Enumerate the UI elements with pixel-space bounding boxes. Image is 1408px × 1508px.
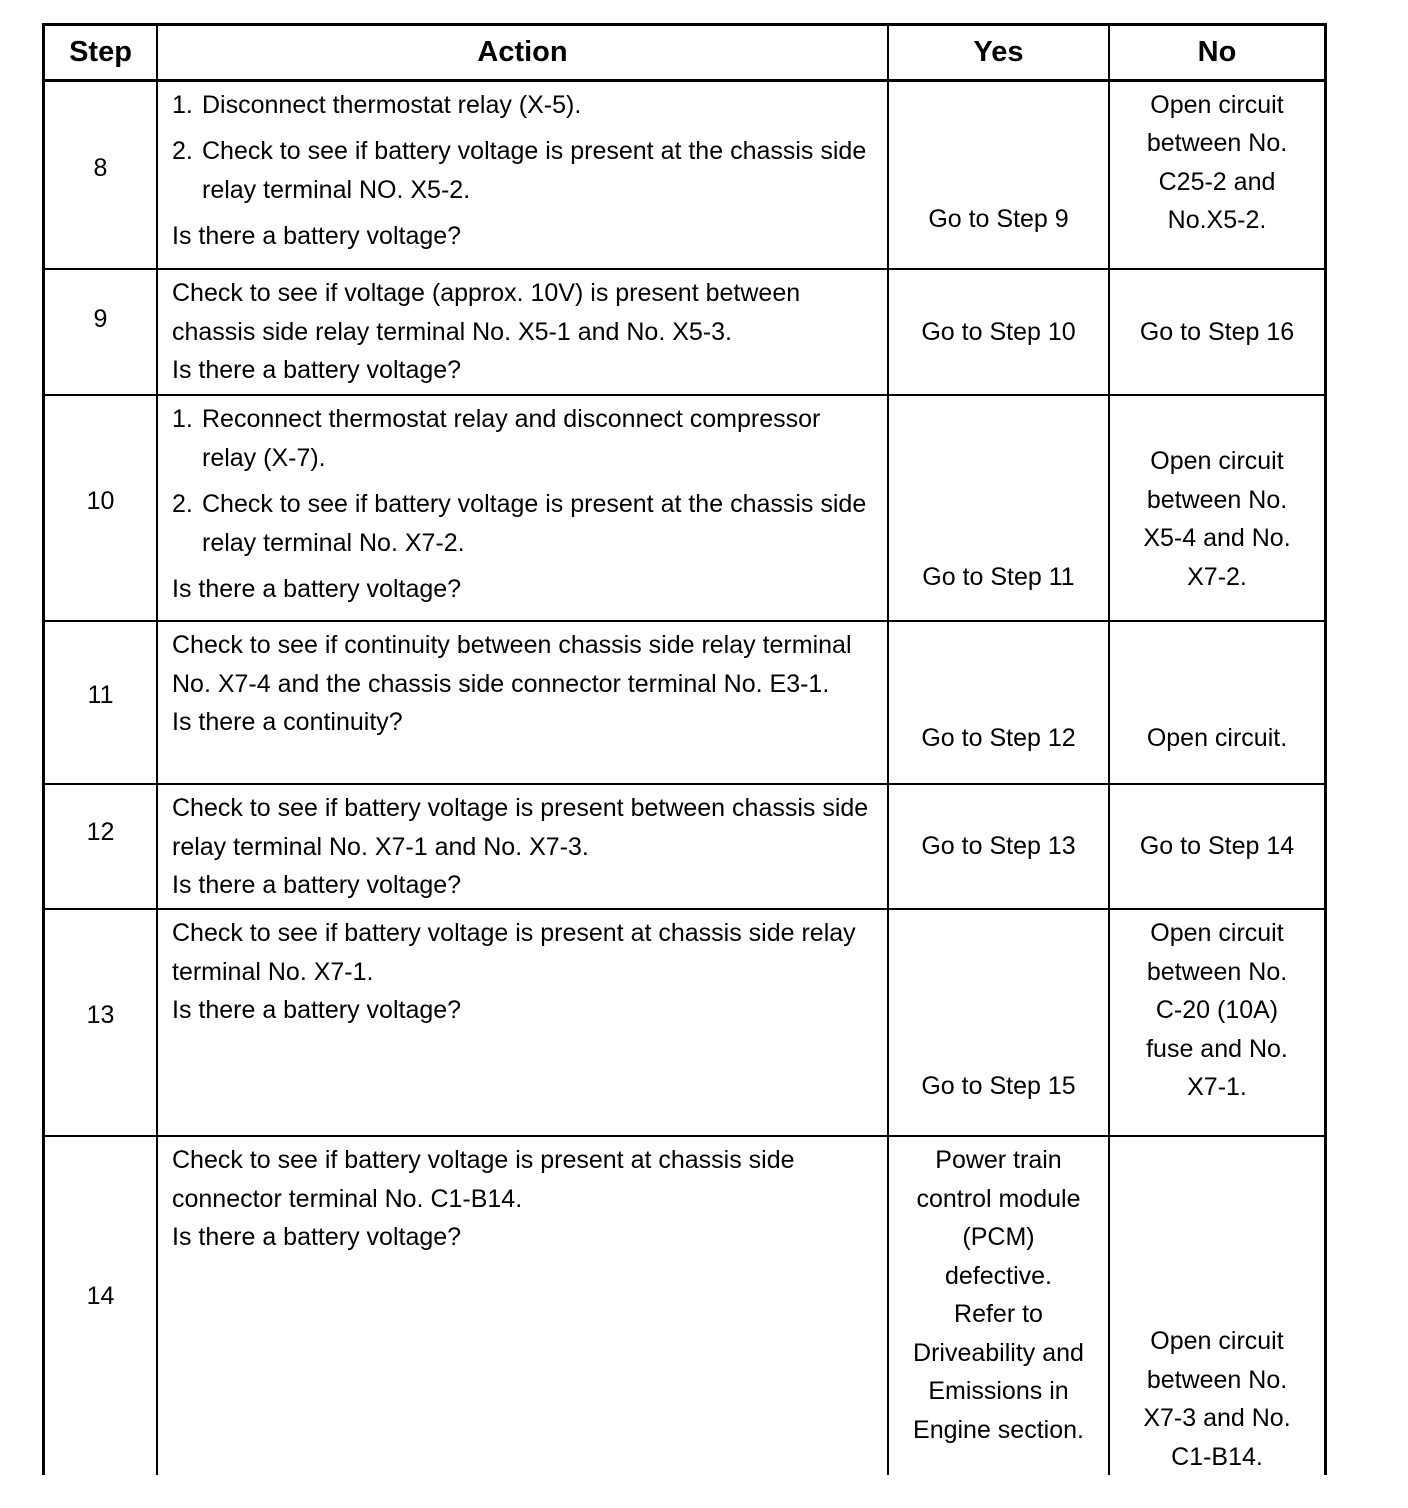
action-item	[172, 485, 879, 562]
item-number: 2.	[172, 137, 193, 165]
header-step: Step	[45, 26, 157, 80]
action-question: Is there a continuity?	[172, 708, 403, 736]
table-row	[45, 784, 1324, 909]
action-cell	[157, 1136, 888, 1475]
item-text: Check to see if battery voltage is present at the chassis side relay terminal No. X7-2.	[202, 490, 867, 557]
yes-result: Go to Step 15	[888, 909, 1109, 1136]
no-result-text: Open circuit between No. C-20 (10A) fuse and No. X7-1.	[1146, 919, 1288, 1101]
no-result	[1109, 269, 1324, 395]
item-text: Disconnect thermostat relay (X-5).	[202, 90, 582, 119]
action-item	[172, 86, 879, 125]
no-result	[1109, 784, 1324, 909]
action-cell	[157, 395, 888, 621]
action-text: Check to see if battery voltage is present at chassis side connector terminal No. C1-B14.	[172, 1146, 795, 1213]
step-number: 9	[45, 269, 157, 395]
action-question: Is there a battery voltage?	[172, 575, 462, 603]
yes-result: Go to Step 13	[888, 784, 1109, 909]
table-row	[45, 621, 1324, 784]
yes-result: Go to Step 9	[888, 80, 1109, 269]
action-question: Is there a battery voltage?	[172, 871, 462, 899]
action-cell	[157, 621, 888, 784]
header-no: No	[1109, 26, 1324, 80]
no-result	[1109, 395, 1324, 621]
header-row	[45, 26, 1324, 80]
no-result-text: Open circuit between No. X5-4 and No. X7-2.	[1143, 447, 1291, 591]
header-action: Action	[157, 26, 888, 80]
action-question: Is there a battery voltage?	[172, 356, 462, 384]
item-text: Check to see if battery voltage is present at the chassis side relay terminal NO. X5-2.	[202, 137, 867, 204]
no-result-text: Open circuit.	[1146, 723, 1288, 752]
step-number: 8	[45, 80, 157, 269]
action-question: Is there a battery voltage?	[172, 222, 462, 250]
action-text: Check to see if battery voltage is present at chassis side relay terminal No. X7-1.	[172, 919, 856, 986]
table-row	[45, 909, 1324, 1136]
table-row	[45, 1136, 1324, 1475]
action-cell	[157, 909, 888, 1136]
troubleshooting-table-frame	[42, 23, 1327, 1475]
step-number: 11	[45, 621, 157, 784]
action-cell	[157, 784, 888, 909]
table-row	[45, 395, 1324, 621]
action-item	[172, 400, 879, 477]
no-result	[1109, 909, 1324, 1136]
step-number: 14	[45, 1136, 157, 1475]
action-text: Check to see if battery voltage is present between chassis side relay terminal No. X7-1 and No. X7-3.	[172, 794, 869, 861]
no-result	[1109, 621, 1324, 784]
action-text: Check to see if voltage (approx. 10V) is present between chassis side relay terminal No. X5-1 and No. X5-3.	[172, 279, 801, 346]
item-number: 1.	[172, 90, 193, 119]
action-question: Is there a battery voltage?	[172, 1223, 462, 1251]
action-cell	[157, 80, 888, 269]
yes-result: Go to Step 10	[888, 269, 1109, 395]
no-result-text: Go to Step 16	[1139, 317, 1295, 346]
yes-result: Go to Step 12	[888, 621, 1109, 784]
step-number: 12	[45, 784, 157, 909]
step-number: 13	[45, 909, 157, 1136]
action-question: Is there a battery voltage?	[172, 996, 462, 1024]
table-row	[45, 80, 1324, 269]
no-result-text: Go to Step 14	[1139, 832, 1295, 861]
header-yes: Yes	[888, 26, 1109, 80]
no-result-text: Open circuit between No. C25-2 and No.X5-2.	[1146, 90, 1288, 234]
no-result	[1109, 80, 1324, 269]
action-text: Check to see if continuity between chassis side relay terminal No. X7-4 and the chassis side connector terminal No. E3-1.	[172, 631, 852, 698]
item-text: Reconnect thermostat relay and disconnect compressor relay (X-7).	[202, 405, 821, 472]
yes-result: Go to Step 11	[888, 395, 1109, 621]
step-number: 10	[45, 395, 157, 621]
action-item	[172, 132, 879, 209]
yes-result	[888, 1136, 1109, 1475]
action-cell	[157, 269, 888, 395]
table-row	[45, 269, 1324, 395]
item-number: 2.	[172, 490, 193, 518]
yes-result-text: Power train control module (PCM) defective. Refer to Driveability and Emissions in Engine section.	[913, 1146, 1084, 1444]
troubleshooting-table	[45, 26, 1324, 1475]
item-number: 1.	[172, 405, 193, 433]
no-result-text: Open circuit between No. X7-3 and No. C1-B14.	[1143, 1327, 1291, 1471]
no-result	[1109, 1136, 1324, 1475]
